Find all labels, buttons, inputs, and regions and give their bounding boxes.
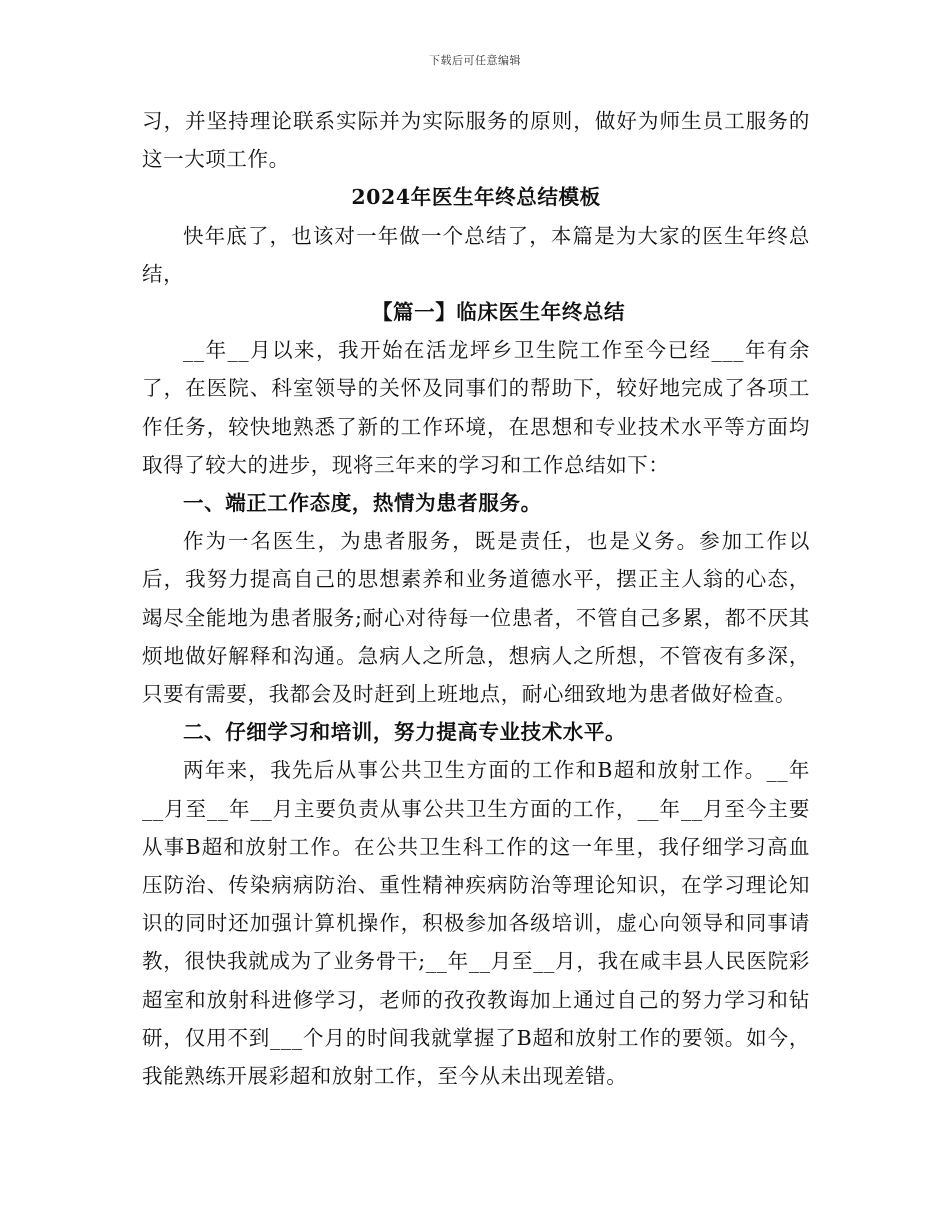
page-header: 下载后可任意编辑: [429, 54, 521, 67]
body-paragraph-3: 两年来，我先后从事公共卫生方面的工作和B超和放射工作。__年__月至__年__月主要负责从事公共卫生方面的工作，__年__月至今主要从事B超和放射工作。在公共卫生科工作的这一年里，我仔细学习高血压防治、传染病病防治、重性精神疾病防治等理论知识，在学习理论知识的同时还加强计算机操作，积极参加各级培训，虚心向领导和同事请教，很快我就成为了业务骨干;__年__月至__月，我在咸丰县人民医院彩超室和放射科进修学习，老师的孜孜教诲加上通过自己的努力学习和钻研，仅用不到___个月的时间我就掌握了B超和放射工作的要领。如今，我能熟练开展彩超和放射工作，至今从未出现差错。: [142, 758, 810, 1089]
intro-paragraph: 快年底了，也该对一年做一个总结了，本篇是为大家的医生年终总结，: [142, 223, 810, 286]
section-title: 【篇一】临床医生年终总结: [371, 300, 626, 325]
body-paragraph-2: 作为一名医生，为患者服务，既是责任，也是义务。参加工作以后，我努力提高自己的思想素养和业务道德水平，摆正主人翁的心态，竭尽全能地为患者服务;耐心对待每一位患者，不管自己多累，都不厌其烦地做好解释和沟通。急病人之所急，想病人之所想，不管夜有多深，只要有需要，我都会及时赶到上班地点，耐心细致地为患者做好检查。: [142, 529, 810, 707]
document-title: 2024年医生年终总结模板: [351, 185, 601, 210]
document-body: [142, 102, 810, 1095]
continuation-paragraph: 习，并坚持理论联系实际并为实际服务的原则，做好为师生员工服务的这一大项工作。: [142, 109, 810, 172]
body-paragraph-1: __年__月以来，我开始在活龙坪乡卫生院工作至今已经___年有余了，在医院、科室领导的关怀及同事们的帮助下，较好地完成了各项工作任务，较快地熟悉了新的工作环境，在思想和专业技术水平等方面均取得了较大的进步，现将三年来的学习和工作总结如下：: [142, 338, 810, 477]
section-heading-2: 二、仔细学习和培训，努力提高专业技术水平。: [183, 720, 627, 745]
section-heading-1: 一、端正工作态度，热情为患者服务。: [183, 491, 542, 516]
